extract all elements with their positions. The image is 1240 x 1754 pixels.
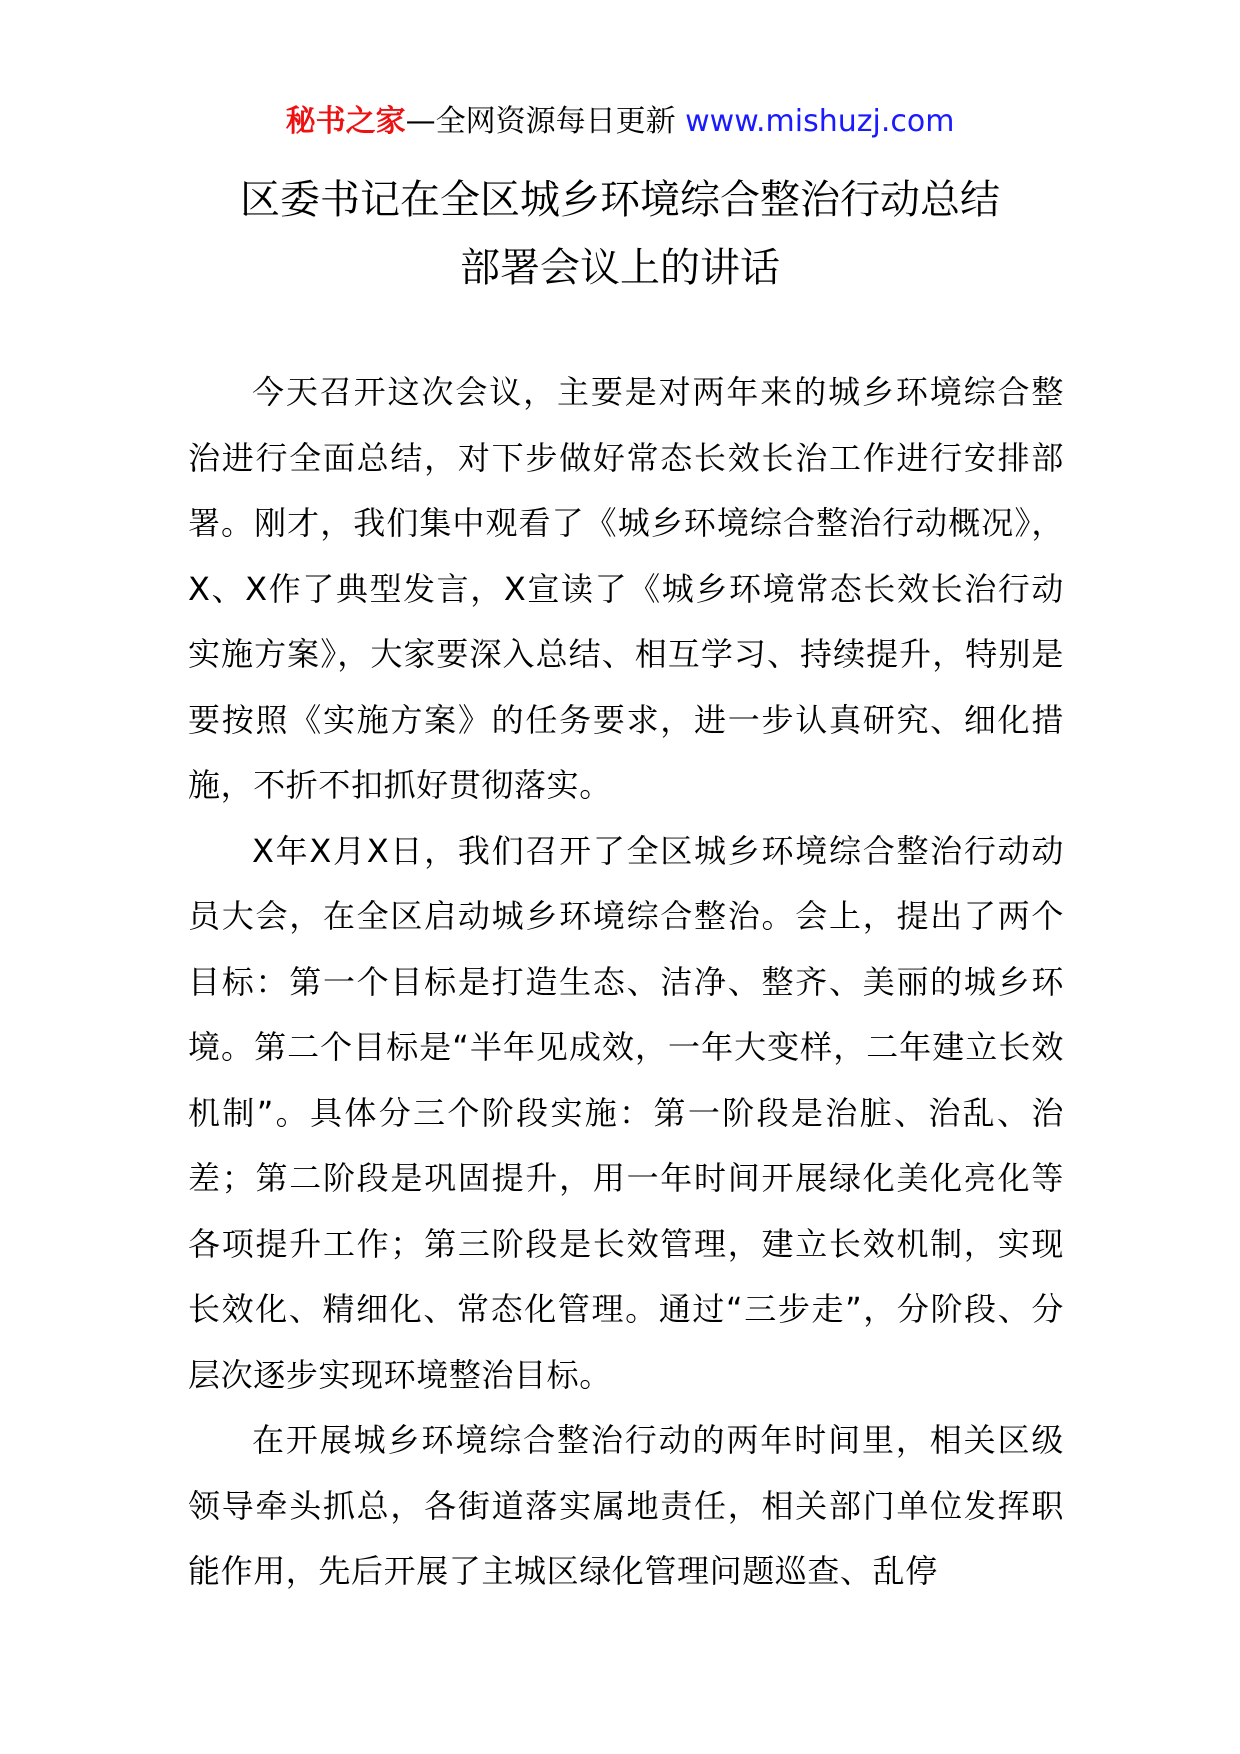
website-link[interactable]: www.mishuzj.com	[685, 104, 955, 139]
document-title	[0, 166, 1240, 302]
brand-name: 秘书之家	[285, 104, 406, 139]
paragraph-3: 在开展城乡环境综合整治行动的两年时间里，相关区级领导牵头抓总，各街道落实属地责任，相关部门单位发挥职能作用，先后开展了主城区绿化管理问题巡查、乱停	[188, 1421, 1064, 1590]
header-tagline: —全网资源每日更新	[405, 104, 686, 139]
title-line-1: 区委书记在全区城乡环境综合整治行动总结	[240, 177, 1000, 223]
site-header	[0, 100, 1240, 144]
paragraph-2: X年X月X日，我们召开了全区城乡环境综合整治行动动员大会，在全区启动城乡环境综合整治。会上，提出了两个目标：第一个目标是打造生态、洁净、整齐、美丽的城乡环境。第二个目标是“半年见成效，一年大变样，二年建立长效机制”。具体分三个阶段实施：第一阶段是治脏、治乱、治差；第二阶段是巩固提升，用一年时间开展绿化美化亮化等各项提升工作；第三阶段是长效管理，建立长效机制，实现长效化、精细化、常态化管理。通过“三步走”，分阶段、分层次逐步实现环境整治目标。	[188, 831, 1064, 1394]
document-body	[188, 360, 1064, 1605]
title-line-2: 部署会议上的讲话	[460, 245, 780, 291]
paragraph-1: 今天召开这次会议，主要是对两年来的城乡环境综合整治进行全面总结，对下步做好常态长效长治工作进行安排部署。刚才，我们集中观看了《城乡环境综合整治行动概况》，X、X作了典型发言，X宣读了《城乡环境常态长效长治行动实施方案》，大家要深入总结、相互学习、持续提升，特别是要按照《实施方案》的任务要求，进一步认真研究、细化措施，不折不扣抓好贯彻落实。	[188, 373, 1064, 804]
